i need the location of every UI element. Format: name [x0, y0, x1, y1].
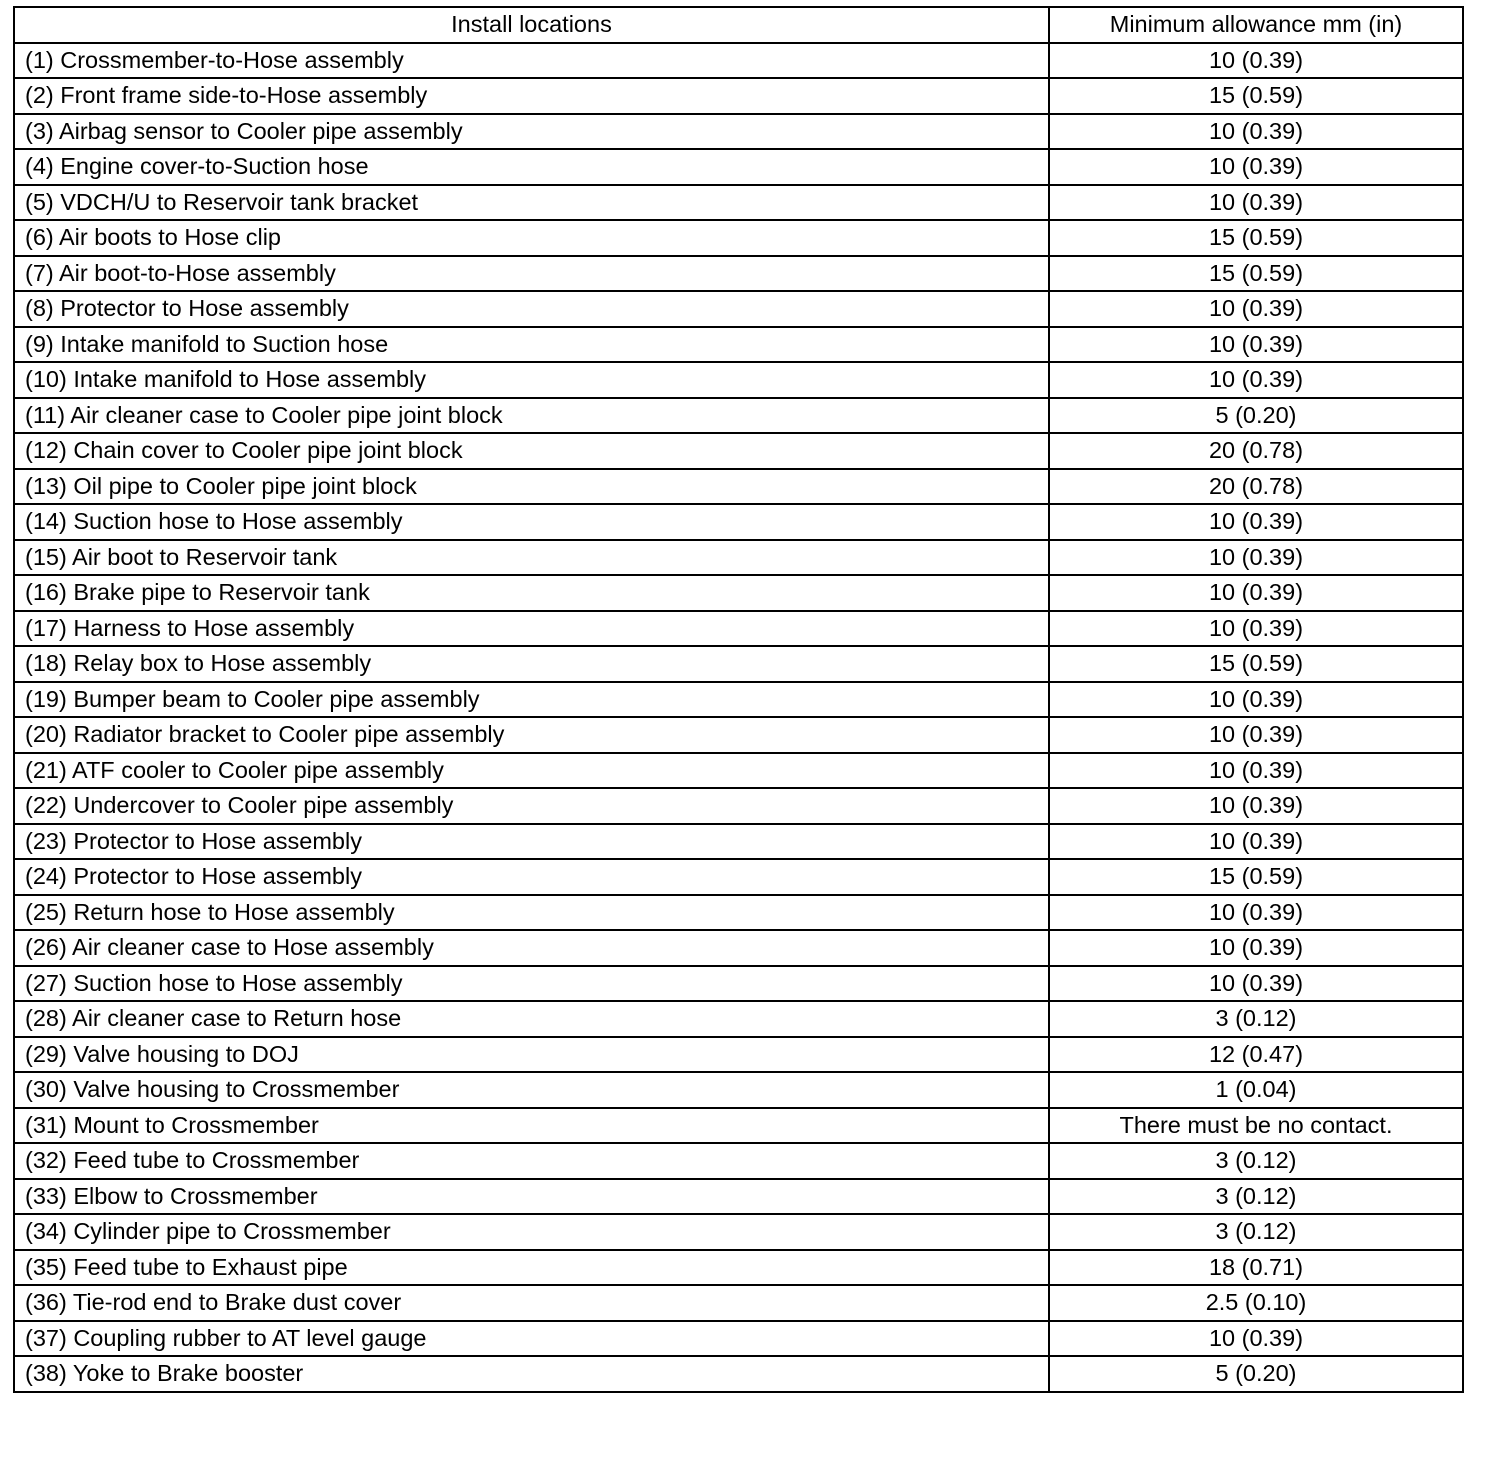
table-row [14, 611, 1463, 647]
table-row [14, 362, 1463, 398]
install-location-cell: (31) Mount to Crossmember [14, 1108, 1049, 1144]
header-minimum-allowance: Minimum allowance mm (in) [1049, 7, 1463, 43]
table-row [14, 433, 1463, 469]
table-row [14, 504, 1463, 540]
install-location-cell: (14) Suction hose to Hose assembly [14, 504, 1049, 540]
install-location-cell: (8) Protector to Hose assembly [14, 291, 1049, 327]
table-row [14, 398, 1463, 434]
table-row [14, 1179, 1463, 1215]
install-location-cell: (13) Oil pipe to Cooler pipe joint block [14, 469, 1049, 505]
table-row [14, 1356, 1463, 1392]
minimum-allowance-cell: 15 (0.59) [1049, 78, 1463, 114]
minimum-allowance-cell: 20 (0.78) [1049, 433, 1463, 469]
install-location-cell: (4) Engine cover-to-Suction hose [14, 149, 1049, 185]
minimum-allowance-cell: 10 (0.39) [1049, 185, 1463, 221]
table-header [14, 7, 1463, 43]
table-row [14, 43, 1463, 79]
install-location-cell: (1) Crossmember-to-Hose assembly [14, 43, 1049, 79]
table-row [14, 717, 1463, 753]
install-location-cell: (38) Yoke to Brake booster [14, 1356, 1049, 1392]
table-body [14, 43, 1463, 1392]
install-location-cell: (29) Valve housing to DOJ [14, 1037, 1049, 1073]
table-row [14, 185, 1463, 221]
table-row [14, 1214, 1463, 1250]
table-row [14, 1072, 1463, 1108]
table-row [14, 966, 1463, 1002]
minimum-allowance-cell: 1 (0.04) [1049, 1072, 1463, 1108]
minimum-allowance-cell: 2.5 (0.10) [1049, 1285, 1463, 1321]
minimum-allowance-cell: 10 (0.39) [1049, 362, 1463, 398]
minimum-allowance-cell: 10 (0.39) [1049, 327, 1463, 363]
table-row [14, 1001, 1463, 1037]
install-location-cell: (3) Airbag sensor to Cooler pipe assembly [14, 114, 1049, 150]
minimum-allowance-cell: 10 (0.39) [1049, 824, 1463, 860]
minimum-allowance-cell: 5 (0.20) [1049, 1356, 1463, 1392]
install-location-cell: (15) Air boot to Reservoir tank [14, 540, 1049, 576]
minimum-allowance-cell: 10 (0.39) [1049, 930, 1463, 966]
minimum-allowance-cell: 10 (0.39) [1049, 966, 1463, 1002]
table-row [14, 1250, 1463, 1286]
install-location-cell: (22) Undercover to Cooler pipe assembly [14, 788, 1049, 824]
table-row [14, 469, 1463, 505]
minimum-allowance-cell: 15 (0.59) [1049, 256, 1463, 292]
minimum-allowance-cell: 15 (0.59) [1049, 646, 1463, 682]
install-location-cell: (28) Air cleaner case to Return hose [14, 1001, 1049, 1037]
minimum-allowance-cell: There must be no contact. [1049, 1108, 1463, 1144]
minimum-allowance-cell: 20 (0.78) [1049, 469, 1463, 505]
minimum-allowance-cell: 10 (0.39) [1049, 895, 1463, 931]
table-row [14, 540, 1463, 576]
minimum-allowance-cell: 10 (0.39) [1049, 504, 1463, 540]
install-location-cell: (17) Harness to Hose assembly [14, 611, 1049, 647]
table-row [14, 114, 1463, 150]
table-row [14, 78, 1463, 114]
table-row [14, 788, 1463, 824]
minimum-allowance-cell: 10 (0.39) [1049, 149, 1463, 185]
install-location-cell: (25) Return hose to Hose assembly [14, 895, 1049, 931]
install-location-cell: (7) Air boot-to-Hose assembly [14, 256, 1049, 292]
table-row [14, 1037, 1463, 1073]
install-location-cell: (16) Brake pipe to Reservoir tank [14, 575, 1049, 611]
table-row [14, 575, 1463, 611]
table-row [14, 291, 1463, 327]
minimum-allowance-cell: 15 (0.59) [1049, 859, 1463, 895]
minimum-allowance-cell: 10 (0.39) [1049, 717, 1463, 753]
table-row [14, 682, 1463, 718]
header-install-locations: Install locations [14, 7, 1049, 43]
minimum-allowance-cell: 10 (0.39) [1049, 575, 1463, 611]
install-location-cell: (24) Protector to Hose assembly [14, 859, 1049, 895]
install-location-cell: (12) Chain cover to Cooler pipe joint block [14, 433, 1049, 469]
minimum-allowance-cell: 12 (0.47) [1049, 1037, 1463, 1073]
minimum-allowance-cell: 10 (0.39) [1049, 540, 1463, 576]
table-row [14, 256, 1463, 292]
minimum-allowance-cell: 10 (0.39) [1049, 43, 1463, 79]
install-location-cell: (26) Air cleaner case to Hose assembly [14, 930, 1049, 966]
minimum-allowance-cell: 10 (0.39) [1049, 753, 1463, 789]
install-location-cell: (23) Protector to Hose assembly [14, 824, 1049, 860]
table-row [14, 220, 1463, 256]
table-row [14, 1321, 1463, 1357]
install-location-cell: (37) Coupling rubber to AT level gauge [14, 1321, 1049, 1357]
table-row [14, 859, 1463, 895]
minimum-allowance-cell: 10 (0.39) [1049, 114, 1463, 150]
table-row [14, 895, 1463, 931]
clearance-table [13, 6, 1464, 1393]
minimum-allowance-cell: 3 (0.12) [1049, 1179, 1463, 1215]
table-row [14, 1143, 1463, 1179]
minimum-allowance-cell: 10 (0.39) [1049, 1321, 1463, 1357]
minimum-allowance-cell: 10 (0.39) [1049, 291, 1463, 327]
minimum-allowance-cell: 5 (0.20) [1049, 398, 1463, 434]
install-location-cell: (11) Air cleaner case to Cooler pipe joint block [14, 398, 1049, 434]
header-row [14, 7, 1463, 43]
table-row [14, 930, 1463, 966]
table-row [14, 824, 1463, 860]
install-location-cell: (18) Relay box to Hose assembly [14, 646, 1049, 682]
minimum-allowance-cell: 10 (0.39) [1049, 611, 1463, 647]
minimum-allowance-cell: 3 (0.12) [1049, 1214, 1463, 1250]
install-location-cell: (5) VDCH/U to Reservoir tank bracket [14, 185, 1049, 221]
install-location-cell: (19) Bumper beam to Cooler pipe assembly [14, 682, 1049, 718]
minimum-allowance-cell: 10 (0.39) [1049, 682, 1463, 718]
install-location-cell: (6) Air boots to Hose clip [14, 220, 1049, 256]
install-location-cell: (9) Intake manifold to Suction hose [14, 327, 1049, 363]
install-location-cell: (27) Suction hose to Hose assembly [14, 966, 1049, 1002]
minimum-allowance-cell: 10 (0.39) [1049, 788, 1463, 824]
install-location-cell: (2) Front frame side-to-Hose assembly [14, 78, 1049, 114]
table-row [14, 327, 1463, 363]
install-location-cell: (35) Feed tube to Exhaust pipe [14, 1250, 1049, 1286]
install-location-cell: (21) ATF cooler to Cooler pipe assembly [14, 753, 1049, 789]
install-location-cell: (20) Radiator bracket to Cooler pipe assembly [14, 717, 1049, 753]
install-location-cell: (34) Cylinder pipe to Crossmember [14, 1214, 1049, 1250]
minimum-allowance-cell: 18 (0.71) [1049, 1250, 1463, 1286]
install-location-cell: (30) Valve housing to Crossmember [14, 1072, 1049, 1108]
install-location-cell: (36) Tie-rod end to Brake dust cover [14, 1285, 1049, 1321]
minimum-allowance-cell: 3 (0.12) [1049, 1001, 1463, 1037]
table-row [14, 646, 1463, 682]
install-location-cell: (32) Feed tube to Crossmember [14, 1143, 1049, 1179]
table-row [14, 1285, 1463, 1321]
minimum-allowance-cell: 3 (0.12) [1049, 1143, 1463, 1179]
table-row [14, 149, 1463, 185]
table-row [14, 1108, 1463, 1144]
table-row [14, 753, 1463, 789]
install-location-cell: (10) Intake manifold to Hose assembly [14, 362, 1049, 398]
minimum-allowance-cell: 15 (0.59) [1049, 220, 1463, 256]
install-location-cell: (33) Elbow to Crossmember [14, 1179, 1049, 1215]
